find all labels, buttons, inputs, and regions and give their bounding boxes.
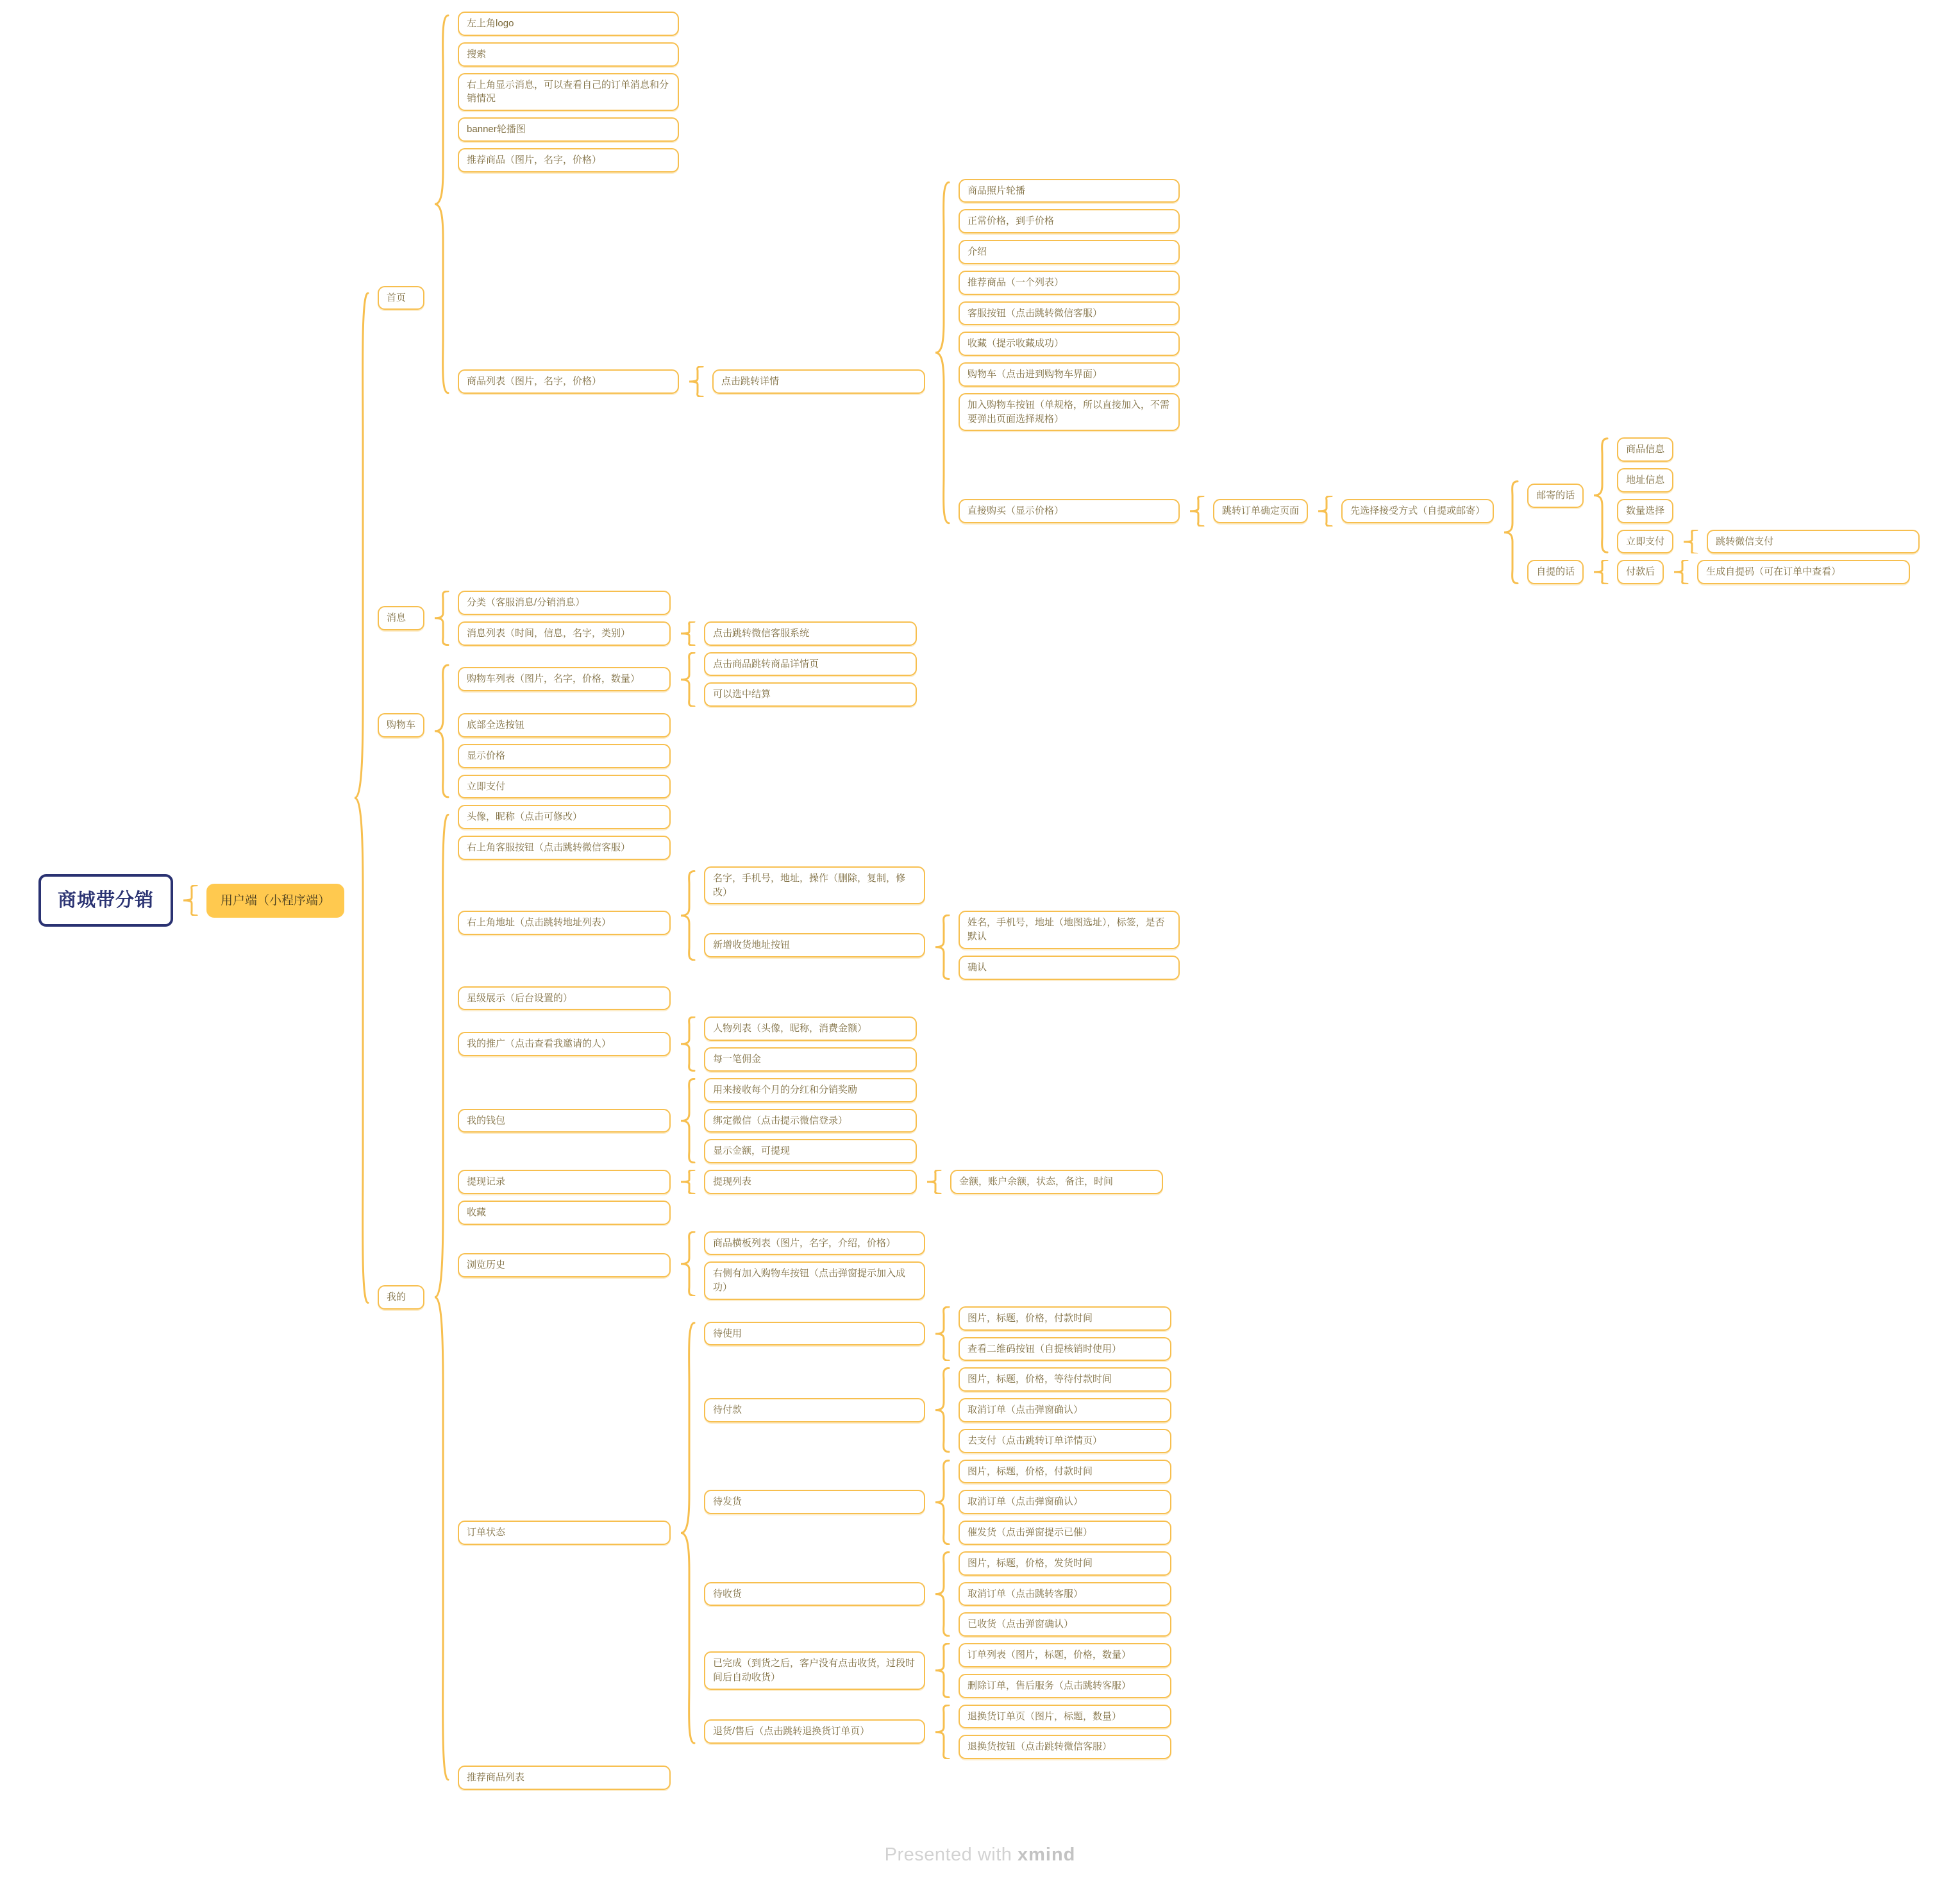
children-group bbox=[206, 12, 1936, 1790]
brace-connector bbox=[433, 12, 449, 584]
topic-node[interactable]: 自提的话 bbox=[1527, 560, 1584, 584]
children-group bbox=[458, 12, 1936, 584]
brace-connector bbox=[934, 911, 950, 979]
topic-node[interactable]: 取消订单（点击跳转客服） bbox=[959, 1582, 1171, 1606]
brace-connector bbox=[1672, 560, 1689, 584]
topic-node[interactable]: 我的 bbox=[378, 1285, 424, 1310]
brace-connector bbox=[934, 1460, 950, 1545]
brace-connector bbox=[1592, 437, 1609, 553]
brace-connector bbox=[1682, 530, 1698, 554]
topic-node[interactable]: 取消订单（点击弹窗确认） bbox=[959, 1398, 1171, 1422]
brace-connector bbox=[934, 1306, 950, 1362]
topic-node[interactable]: 购物车（点击进到购物车界面） bbox=[959, 362, 1180, 387]
children-group bbox=[959, 1643, 1188, 1698]
children-group bbox=[1341, 437, 1936, 584]
topic-node[interactable]: 新增收货地址按钮 bbox=[704, 933, 925, 957]
topic-node[interactable]: 显示金额，可提现 bbox=[704, 1139, 917, 1163]
topic-node[interactable]: 可以选中结算 bbox=[704, 682, 917, 707]
topic-node[interactable]: 图片，标题，价格，付款时间 bbox=[959, 1460, 1171, 1484]
topic-node[interactable]: 浏览历史 bbox=[458, 1253, 671, 1277]
topic-node[interactable]: 数量选择 bbox=[1617, 499, 1673, 523]
topic-node[interactable]: 搜索 bbox=[458, 42, 679, 67]
topic-node[interactable]: 底部全选按钮 bbox=[458, 713, 671, 738]
brace-connector bbox=[925, 1170, 942, 1194]
topic-node[interactable]: 查看二维码按钮（自提核销时使用） bbox=[959, 1337, 1171, 1362]
topic-node[interactable]: 消息 bbox=[378, 606, 424, 630]
topic-node[interactable]: 点击跳转详情 bbox=[712, 369, 925, 394]
topic-node[interactable]: 删除订单，售后服务（点击跳转客服） bbox=[959, 1674, 1171, 1698]
brace-connector bbox=[1316, 437, 1333, 584]
children-group bbox=[959, 911, 1196, 979]
topic-node[interactable]: 我的推广（点击查看我邀请的人） bbox=[458, 1032, 671, 1056]
topic-node[interactable]: 星级展示（后台设置的） bbox=[458, 986, 671, 1011]
children-group bbox=[950, 1170, 1180, 1194]
topic-node[interactable]: 加入购物车按钮（单规格，所以直接加入，不需要弹出页面选择规格） bbox=[959, 393, 1180, 432]
topic-node[interactable]: 提现记录 bbox=[458, 1170, 671, 1194]
brace-connector bbox=[934, 1643, 950, 1698]
topic-node[interactable]: 购物车 bbox=[378, 713, 424, 738]
topic-node[interactable]: 购物车列表（图片，名字，价格，数量） bbox=[458, 667, 671, 691]
children-group bbox=[704, 1306, 1196, 1759]
topic-node[interactable]: 商品横板列表（图片，名字，介绍，价格） bbox=[704, 1231, 925, 1256]
brace-connector bbox=[353, 12, 369, 1790]
topic-node[interactable]: 退换货按钮（点击跳转微信客服） bbox=[959, 1735, 1171, 1759]
topic-node[interactable]: 去支付（点击跳转订单详情页） bbox=[959, 1429, 1171, 1453]
topic-node[interactable]: 推荐商品列表 bbox=[458, 1766, 671, 1790]
children-group bbox=[704, 866, 1196, 980]
topic-node[interactable]: 付款后 bbox=[1617, 560, 1664, 584]
topic-node[interactable]: banner轮播图 bbox=[458, 117, 679, 142]
topic-node[interactable]: 商品照片轮播 bbox=[959, 179, 1180, 203]
brace-connector bbox=[1502, 437, 1519, 584]
brace-connector bbox=[433, 591, 449, 646]
children-group bbox=[959, 1551, 1188, 1637]
children-group bbox=[1213, 437, 1936, 584]
brace-connector bbox=[679, 652, 696, 707]
children-group bbox=[1697, 560, 1927, 584]
brace-connector bbox=[1592, 560, 1609, 584]
topic-node[interactable]: 确认 bbox=[959, 956, 1180, 980]
topic-node[interactable]: 点击商品跳转商品详情页 bbox=[704, 652, 917, 677]
brace-connector bbox=[934, 1551, 950, 1637]
brace-connector bbox=[1188, 437, 1205, 584]
topic-node[interactable]: 商品列表（图片，名字，价格） bbox=[458, 369, 679, 394]
topic-node[interactable]: 跳转订单确定页面 bbox=[1213, 499, 1308, 523]
children-group bbox=[959, 1306, 1188, 1362]
children-group bbox=[1617, 437, 1936, 553]
topic-node[interactable]: 待付款 bbox=[704, 1398, 925, 1422]
topic-node[interactable]: 用来接收每个月的分红和分销奖励 bbox=[704, 1078, 917, 1102]
topic-node[interactable]: 收藏 bbox=[458, 1201, 671, 1225]
topic-node[interactable]: 退换货订单页（图片，标题，数量） bbox=[959, 1705, 1171, 1729]
children-group bbox=[704, 1170, 1196, 1194]
brace-connector bbox=[934, 179, 950, 585]
brace-connector bbox=[679, 1170, 696, 1194]
children-group bbox=[704, 621, 934, 646]
topic-node[interactable]: 地址信息 bbox=[1617, 468, 1673, 493]
topic-node[interactable]: 左上角logo bbox=[458, 12, 679, 36]
brace-connector bbox=[687, 179, 704, 585]
topic-node[interactable]: 右侧有加入购物车按钮（点击弹窗提示加入成功） bbox=[704, 1261, 925, 1300]
topic-node[interactable]: 我的钱包 bbox=[458, 1109, 671, 1133]
children-group bbox=[458, 591, 1936, 646]
topic-node[interactable]: 首页 bbox=[378, 286, 424, 310]
children-group bbox=[704, 1231, 1196, 1300]
brace-connector bbox=[679, 1306, 696, 1759]
topic-node[interactable]: 金额，账户余额，状态，备注，时间 bbox=[950, 1170, 1163, 1194]
topic-node[interactable]: 正常价格，到手价格 bbox=[959, 209, 1180, 233]
children-group bbox=[959, 1367, 1188, 1453]
topic-node[interactable]: 已完成（到货之后，客户没有点击收货，过段时间后自动收货） bbox=[704, 1651, 925, 1690]
topic-node[interactable]: 图片，标题，价格，等待付款时间 bbox=[959, 1367, 1171, 1392]
primary-topic[interactable]: 用户端（小程序端） bbox=[206, 884, 344, 918]
topic-node[interactable]: 姓名，手机号，地址（地图选址），标签，是否默认 bbox=[959, 911, 1180, 949]
children-group bbox=[959, 1705, 1188, 1760]
topic-node[interactable]: 头像，昵称（点击可修改） bbox=[458, 805, 671, 829]
watermark-brand: xmind bbox=[1017, 1844, 1076, 1865]
children-group bbox=[959, 179, 1936, 585]
topic-node[interactable]: 消息列表（时间，信息，名字，类别） bbox=[458, 621, 671, 646]
children-group bbox=[1527, 437, 1936, 584]
children-group bbox=[458, 805, 1936, 1790]
children-group bbox=[959, 1460, 1188, 1545]
topic-node[interactable]: 生成自提码（可在订单中查看） bbox=[1697, 560, 1910, 584]
brace-connector bbox=[679, 1078, 696, 1163]
watermark-text: Presented with bbox=[884, 1844, 1018, 1865]
children-group bbox=[704, 652, 934, 707]
topic-node[interactable]: 右上角显示消息，可以查看自己的订单消息和分销情况 bbox=[458, 73, 679, 112]
topic-node[interactable]: 待使用 bbox=[704, 1322, 925, 1346]
topic-node[interactable]: 显示价格 bbox=[458, 744, 671, 768]
topic-node[interactable]: 绑定微信（点击提示微信登录） bbox=[704, 1109, 917, 1133]
children-group bbox=[712, 179, 1936, 585]
topic-node[interactable]: 图片，标题，价格，付款时间 bbox=[959, 1306, 1171, 1331]
topic-node[interactable]: 立即支付 bbox=[1617, 530, 1673, 554]
topic-node[interactable]: 分类（客服消息/分销消息） bbox=[458, 591, 671, 615]
topic-node[interactable]: 名字，手机号，地址，操作（删除，复制，修改） bbox=[704, 866, 925, 905]
children-group bbox=[1617, 560, 1936, 584]
topic-node[interactable]: 收藏（提示收藏成功） bbox=[959, 332, 1180, 356]
topic-node[interactable]: 跳转微信支付 bbox=[1707, 530, 1920, 554]
brace-connector bbox=[181, 12, 198, 1790]
topic-node[interactable]: 推荐商品（一个列表） bbox=[959, 271, 1180, 295]
topic-node[interactable]: 点击跳转微信客服系统 bbox=[704, 621, 917, 646]
topic-node[interactable]: 推荐商品（图片，名字，价格） bbox=[458, 148, 679, 173]
topic-node[interactable]: 右上角地址（点击跳转地址列表） bbox=[458, 911, 671, 935]
topic-node[interactable]: 订单状态 bbox=[458, 1521, 671, 1545]
topic-node[interactable]: 客服按钮（点击跳转微信客服） bbox=[959, 301, 1180, 326]
topic-node[interactable]: 立即支付 bbox=[458, 775, 671, 799]
topic-node[interactable]: 商品信息 bbox=[1617, 437, 1673, 462]
brace-connector bbox=[679, 1231, 696, 1300]
children-group bbox=[1707, 530, 1936, 554]
topic-node[interactable]: 右上角客服按钮（点击跳转微信客服） bbox=[458, 836, 671, 860]
topic-node[interactable]: 提现列表 bbox=[704, 1170, 917, 1194]
root-topic[interactable]: 商城带分销 bbox=[38, 874, 173, 927]
topic-node[interactable]: 退货/售后（点击跳转退换货订单页） bbox=[704, 1719, 925, 1744]
children-group bbox=[458, 652, 1936, 799]
topic-node[interactable]: 待发货 bbox=[704, 1490, 925, 1514]
children-group bbox=[378, 12, 1936, 1790]
brace-connector bbox=[934, 1705, 950, 1760]
topic-node[interactable]: 人物列表（头像，昵称，消费金额） bbox=[704, 1016, 917, 1041]
topic-node[interactable]: 邮寄的话 bbox=[1527, 484, 1584, 508]
topic-node[interactable]: 先选择接受方式（自提或邮寄） bbox=[1341, 499, 1494, 523]
topic-node[interactable]: 催发货（点击弹窗提示已催） bbox=[959, 1521, 1171, 1545]
children-group bbox=[704, 1016, 1196, 1072]
brace-connector bbox=[433, 805, 449, 1790]
topic-node[interactable]: 取消订单（点击弹窗确认） bbox=[959, 1490, 1171, 1514]
mindmap-canvas bbox=[38, 12, 1936, 1790]
brace-connector bbox=[679, 866, 696, 980]
xmind-watermark bbox=[885, 1844, 1076, 1866]
brace-connector bbox=[679, 1016, 696, 1072]
brace-connector bbox=[433, 652, 449, 799]
topic-node[interactable]: 订单列表（图片，标题，价格，数量） bbox=[959, 1643, 1171, 1667]
topic-node[interactable]: 图片，标题，价格，发货时间 bbox=[959, 1551, 1171, 1576]
brace-connector bbox=[934, 1367, 950, 1453]
topic-node[interactable]: 每一笔佣金 bbox=[704, 1047, 917, 1072]
topic-node[interactable]: 待收货 bbox=[704, 1582, 925, 1606]
brace-connector bbox=[679, 621, 696, 646]
topic-node[interactable]: 直接购买（显示价格） bbox=[959, 499, 1180, 523]
topic-node[interactable]: 介绍 bbox=[959, 240, 1180, 264]
children-group bbox=[704, 1078, 1196, 1163]
topic-node[interactable]: 已收货（点击弹窗确认） bbox=[959, 1612, 1171, 1637]
